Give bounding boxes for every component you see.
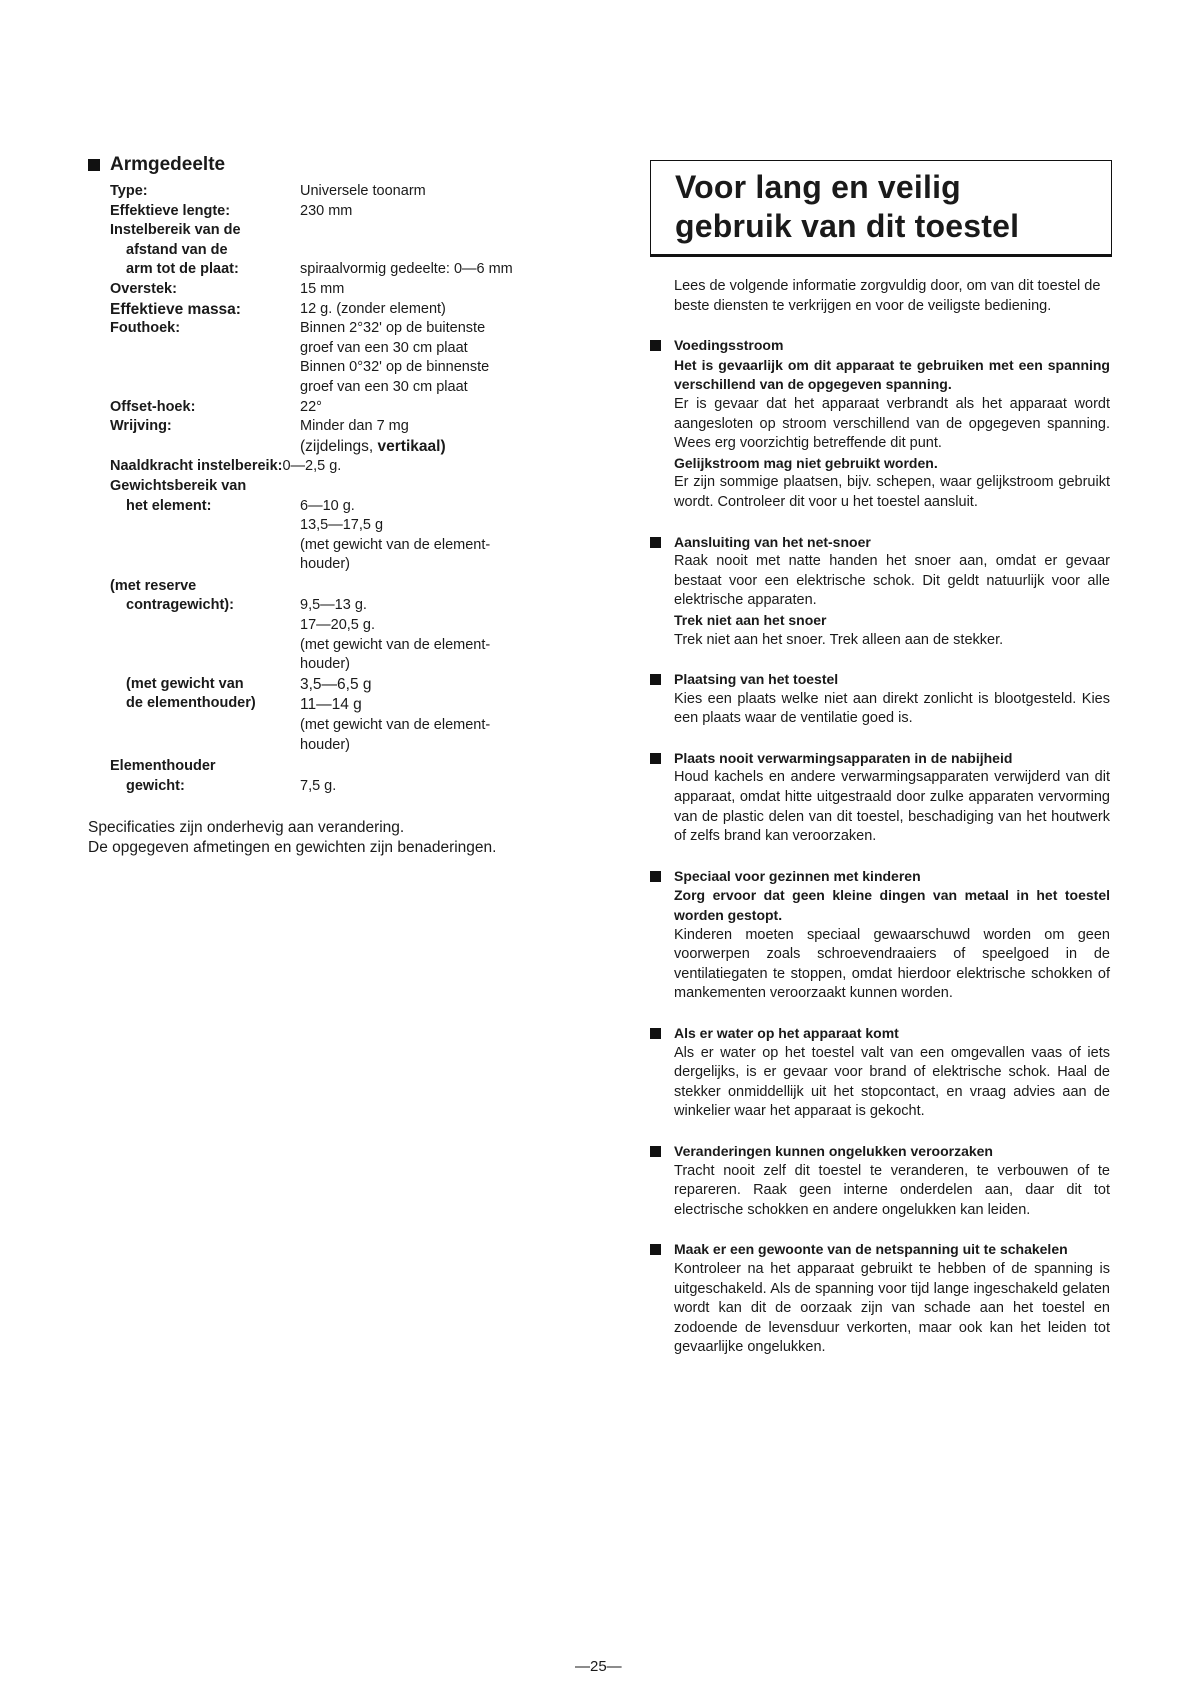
square-bullet-icon — [650, 1146, 661, 1157]
spec-row-range-2 — [110, 241, 598, 261]
item-heading: Voedingsstroom — [674, 337, 784, 354]
spec-label: afstand van de — [126, 241, 228, 258]
safety-intro: Lees de volgende informatie zorgvuldig door, om van dit toestel de beste diensten te verkrijgen en voor de veiligste bediening. — [674, 278, 1101, 314]
spec-value-line: (met gewicht van de element- — [300, 717, 491, 734]
item-heading: Plaats nooit verwarmingsapparaten in de nabijheid — [674, 749, 1013, 766]
spec-value — [300, 497, 598, 575]
square-bullet-icon — [650, 674, 661, 685]
spec-value — [300, 675, 598, 755]
spec-label: Instelbereik van de — [110, 222, 241, 239]
safety-item-water — [650, 1024, 1110, 1122]
spec-row-offset — [110, 398, 598, 418]
spec-label: Gewichtsbereik van — [110, 477, 247, 494]
item-text: Er is gevaar dat het apparaat verbrandt als het apparaat wordt aangesloten op stroom verschillend van de opgegeven spanning. Wees erg voorzichtig betreffende dit punt. — [674, 395, 1110, 452]
spec-label: Naaldkracht instelbereik: — [110, 458, 283, 475]
spec-label: Overstek: — [110, 280, 177, 297]
spec-value-line: 13,5—17,5 g — [300, 517, 384, 534]
item-text: Er zijn sommige plaatsen, bijv. schepen, waar gelijkstroom gebruikt wordt. Controleer dit voor u het toestel aansluit. — [674, 474, 1110, 510]
spec-row-weight — [110, 477, 598, 497]
spec-value-line: houder) — [300, 656, 350, 673]
item-text: Kies een plaats welke niet aan direkt zonlicht is blootgesteld. Kies een plaats waar de ventilatie goed is. — [674, 690, 1110, 727]
specifications-column — [88, 154, 598, 858]
note-line: De opgegeven afmetingen en gewichten zijn benaderingen. — [88, 839, 497, 857]
spec-label: arm tot de plaat: — [126, 261, 239, 278]
item-text: Kontroleer na het apparaat gebruikt te hebben of de spanning is uitgeschakeld. Als de spanning voor tijd lange ingeschakeld gelaten wordt kan dit de oorzaak zijn van schade aan het toestel en zodoende de levensduur verkorten, maar ook kan het leiden tot gevaarlijke ongelukken. — [674, 1260, 1110, 1356]
spec-label: gewicht: — [126, 777, 185, 794]
spec-value: spiraalvormig gedeelte: 0—6 mm — [300, 261, 513, 278]
spec-value-line: 9,5—13 g. — [300, 597, 367, 614]
safety-item-modifications — [650, 1142, 1110, 1220]
spec-label-line: (met gewicht van — [126, 675, 244, 692]
item-text: Tracht nooit zelf dit toestel te veranderen, te verbouwen of te repareren. Raak geen interne onderdelen aan, daar dit tot electrische schokken en andere ongelukken kan leiden. — [674, 1162, 1110, 1218]
spec-label: het element: — [126, 497, 212, 514]
item-text: Houd kachels en andere verwarmingsapparaten verwijderd van dit apparaat, omdat hitte uitgestraald door zulke apparaten vervorming van de plastic delen van dit toestel, beschadiging van het houtwerk of zelfs brand kan veroorzaken. — [674, 769, 1110, 845]
spec-row-holder — [110, 675, 598, 755]
spec-label: contragewicht): — [126, 597, 234, 614]
safety-item-cord — [650, 533, 1110, 651]
square-bullet-icon — [650, 340, 661, 351]
spec-value-bold: vertikaal) — [377, 437, 446, 455]
spec-label: Wrijving: — [110, 418, 172, 435]
square-bullet-icon — [88, 159, 100, 171]
spec-value: 0—2,5 g. — [282, 458, 342, 475]
spec-label: Offset-hoek: — [110, 398, 196, 415]
item-text: Kinderen moeten speciaal gewaarschuwd worden om geen voorwerpen zoals schroevendraaiers of speelgoed in de ventilatiegaten te stoppen, omdat hierdoor elektrische schokken of mankementen veroorzaakt kunnen worden. — [674, 926, 1110, 1002]
spec-value-line: (zijdelings, — [300, 437, 378, 455]
item-text: Raak nooit met natte handen het snoer aan, omdat er gevaar bestaat voor een elektrische schok. Dit geldt natuurlijk voor alle elektrische apparaten. — [674, 553, 1110, 609]
page-number: —25— — [575, 1658, 622, 1675]
spec-value: 15 mm — [300, 280, 345, 297]
safety-title-box — [650, 160, 1112, 257]
item-heading: Als er water op het apparaat komt — [674, 1025, 899, 1041]
spec-label-line: de elementhouder) — [126, 695, 256, 712]
item-bold-text: Trek niet aan het snoer — [674, 611, 827, 628]
item-heading: Maak er een gewoonte van de netspanning uit te schakelen — [674, 1241, 1068, 1258]
spec-row-friction — [110, 417, 598, 457]
spec-row-overhang — [110, 280, 598, 300]
item-heading: Aansluiting van het net-snoer — [674, 533, 871, 550]
spec-label: Effektieve lengte: — [110, 202, 231, 219]
spec-value-line: 11—14 g — [300, 696, 362, 714]
spec-value: 12 g. (zonder element) — [300, 300, 446, 317]
square-bullet-icon — [650, 537, 661, 548]
specifications-note — [88, 818, 598, 858]
safety-item-heaters — [650, 749, 1110, 847]
spec-row-reserve — [110, 577, 598, 597]
safety-title-line: Voor lang en veilig — [675, 169, 961, 205]
spec-label: (met reserve — [110, 577, 197, 594]
spec-value-line: houder) — [300, 736, 350, 753]
safety-column — [650, 160, 1120, 1358]
square-bullet-icon — [650, 753, 661, 764]
spec-row-range-3 — [110, 260, 598, 280]
spec-value-line: (met gewicht van de element- — [300, 536, 491, 553]
note-line: Specificaties zijn onderhevig aan verandering. — [88, 819, 405, 837]
spec-label: Elementhouder — [110, 758, 216, 775]
spec-label: Type: — [110, 183, 148, 199]
spec-value-line: houder) — [300, 556, 350, 573]
spec-value-line: Binnen 0°32' op de binnenste — [300, 359, 490, 376]
spec-value — [300, 319, 598, 397]
spec-row-type — [110, 182, 598, 202]
spec-row-reserve-2 — [110, 596, 598, 674]
spec-value-line: 17—20,5 g. — [300, 617, 375, 634]
section-heading — [88, 154, 598, 176]
item-text: Trek niet aan het snoer. Trek alleen aan de stekker. — [674, 631, 1004, 648]
spec-label: Fouthoek: — [110, 320, 181, 337]
item-text: Als er water op het toestel valt van een omgevallen vaas of iets dergelijks, is er gevaar voor brand of elektrische schok. Haal de stekker onmiddellijk uit het stopcontact, en vraag advies aan de winkelier waar het apparaat is gekocht. — [674, 1044, 1110, 1120]
spec-row-weight-2 — [110, 497, 598, 575]
item-heading: Veranderingen kunnen ongelukken veroorzaken — [674, 1142, 993, 1159]
spec-value-line: groef van een 30 cm plaat — [300, 378, 468, 395]
spec-row-holder-weight — [110, 757, 598, 777]
spec-value: 22° — [300, 398, 322, 415]
safety-item-placement — [650, 670, 1110, 729]
spec-row-mass — [110, 300, 598, 320]
item-bold-text: Zorg ervoor dat geen kleine dingen van metaal in het toestel worden gestopt. — [674, 887, 1110, 924]
spec-value: Universele toonarm — [300, 183, 426, 199]
spec-list — [110, 182, 598, 796]
safety-item-children — [650, 867, 1110, 1004]
safety-item-power-off — [650, 1240, 1110, 1358]
spec-value-line: 3,5—6,5 g — [300, 675, 372, 693]
square-bullet-icon — [650, 1028, 661, 1039]
item-heading: Plaatsing van het toestel — [674, 671, 839, 688]
item-bold-text: Gelijkstroom mag niet gebruikt worden. — [674, 454, 938, 471]
spec-value — [300, 596, 598, 674]
section-title: Armgedeelte — [110, 154, 226, 175]
spec-value-line: (met gewicht van de element- — [300, 636, 491, 653]
spec-value — [300, 417, 598, 457]
spec-value: 7,5 g. — [300, 777, 337, 794]
spec-row-holder-weight-2 — [110, 777, 598, 797]
item-bold-text: Het is gevaarlijk om dit apparaat te gebruiken met een spanning verschillend van de opgegeven spanning. — [674, 356, 1110, 393]
spec-value-line: 6—10 g. — [300, 497, 355, 514]
square-bullet-icon — [650, 1244, 661, 1255]
spec-row-stylus — [110, 457, 598, 477]
spec-row-length — [110, 202, 598, 222]
spec-label — [110, 675, 300, 755]
safety-item-power — [650, 336, 1110, 512]
spec-value-line: Minder dan 7 mg — [300, 418, 409, 435]
spec-row-tracking — [110, 319, 598, 397]
spec-value-line: Binnen 2°32' op de buitenste — [300, 320, 486, 337]
spec-row-range — [110, 221, 598, 241]
spec-label: Effektieve massa: — [110, 300, 241, 318]
safety-title-line: gebruik van dit toestel — [675, 208, 1020, 244]
item-heading: Speciaal voor gezinnen met kinderen — [674, 867, 921, 884]
spec-value-line: groef van een 30 cm plaat — [300, 339, 468, 356]
spec-value: 230 mm — [300, 202, 353, 219]
square-bullet-icon — [650, 871, 661, 882]
